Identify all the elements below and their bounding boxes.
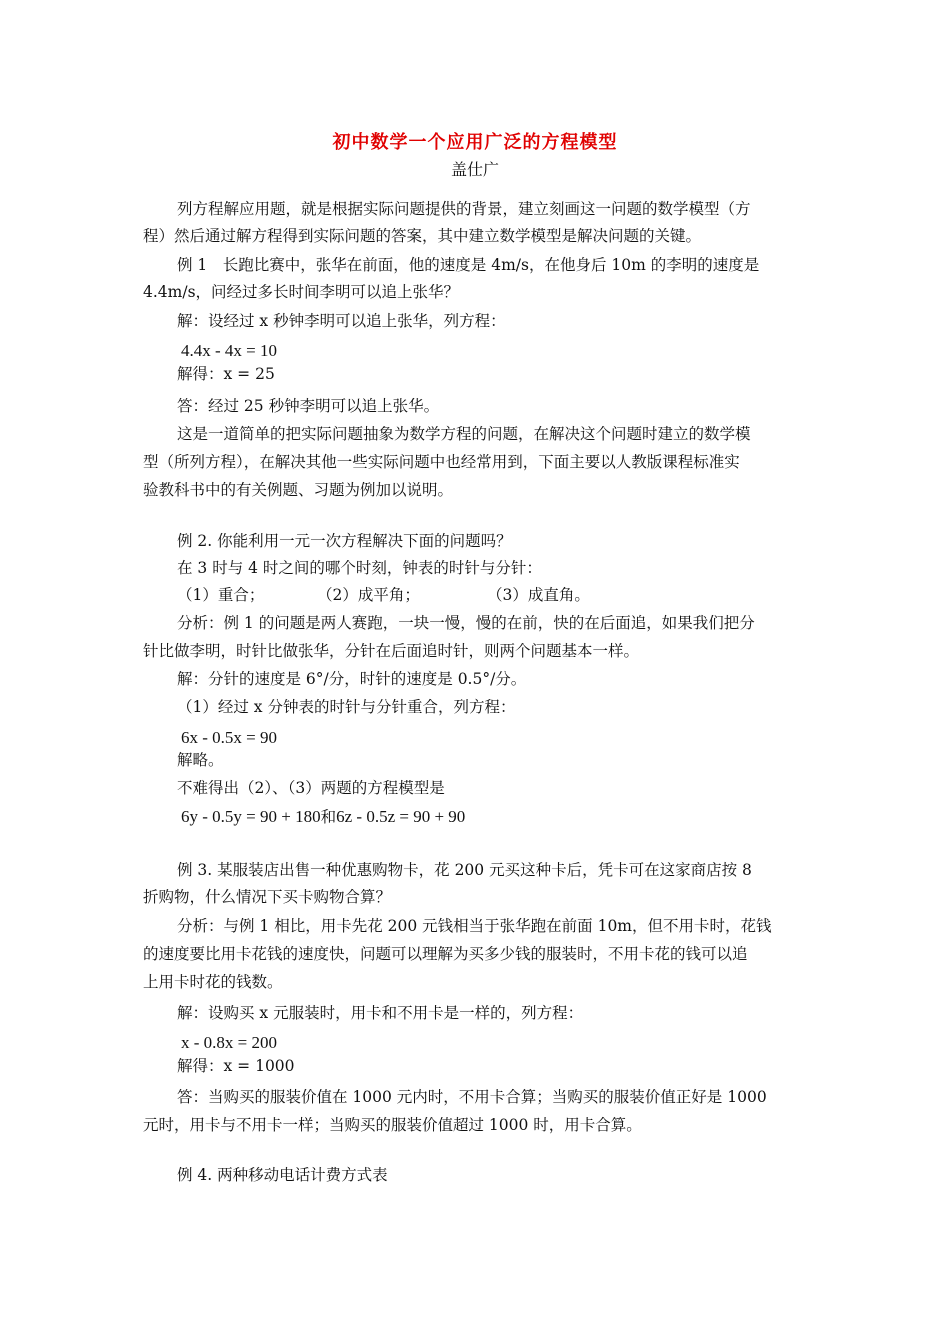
example-1-result: 解得：x = 25: [177, 365, 275, 383]
comment-line-2: 型（所列方程），在解决其他一些实际问题中也经常用到，下面主要以人教版课程标准实: [143, 453, 740, 471]
comment-line-1: 这是一道简单的把实际问题抽象为数学方程的问题，在解决这个问题时建立的数学模: [177, 425, 751, 443]
example-1-answer: 答：经过 25 秒钟李明可以追上张华。: [177, 397, 440, 415]
comment-line-3: 验教科书中的有关例题、习题为例加以说明。: [143, 481, 454, 499]
example-2-speed: 解：分针的速度是 6°/分，时针的速度是 0.5°/分。: [177, 670, 527, 688]
example-4-line-1: 例 4. 两种移动电话计费方式表: [177, 1166, 388, 1184]
example-2-equations-2-3: [181, 805, 465, 827]
intro-line-2: 程）然后通过解方程得到实际问题的答案，其中建立数学模型是解决问题的关键。: [143, 227, 702, 245]
example-2-equation-2: 6y - 0.5y = 90 + 180: [181, 807, 321, 826]
option-1: （1）重合；: [177, 586, 265, 604]
author: 盖仕广: [450, 160, 499, 179]
example-2-case-1: （1）经过 x 分钟表的时针与分针重合，列方程：: [177, 698, 516, 716]
example-3-line-2: 折购物，什么情况下买卡购物合算？: [143, 888, 392, 906]
example-2-line-2: 在 3 时与 4 时之间的哪个时刻，钟表的时针与分针：: [177, 559, 542, 577]
page-title: 初中数学一个应用广泛的方程模型: [332, 132, 618, 153]
example-3-result: 解得：x = 1000: [177, 1057, 295, 1075]
example-2-equation-1: 6x - 0.5x = 90: [181, 728, 277, 747]
example-3-line-1: 例 3. 某服装店出售一种优惠购物卡，花 200 元买这种卡后，凭卡可在这家商店按 8: [177, 861, 752, 879]
example-1-solve: 解：设经过 x 秒钟李明可以追上张华，列方程：: [177, 312, 506, 330]
option-3: （3）成直角。: [487, 586, 590, 604]
example-2-options: [177, 584, 847, 606]
example-1-line-1: 例 1 长跑比赛中，张华在前面，他的速度是 4m/s，在他身后 10m 的李明的速度是: [177, 256, 760, 274]
example-2-line-1: 例 2. 你能利用一元一次方程解决下面的问题吗？: [177, 532, 512, 550]
example-2-others: 不难得出（2）、（3）两题的方程模型是: [177, 779, 445, 797]
example-1-line-2: 4.4m/s，问经过多长时间李明可以追上张华？: [143, 283, 460, 301]
example-3-analysis-1: 分析：与例 1 相比，用卡先花 200 元钱相当于张华跑在前面 10m，但不用卡时，花钱: [177, 917, 772, 935]
example-2-equation-3: 6z - 0.5z = 90 + 90: [336, 807, 466, 826]
example-3-analysis-3: 上用卡时花的钱数。: [143, 973, 283, 991]
example-2-omit: 解略。: [177, 751, 224, 769]
example-3-analysis-2: 的速度要比用卡花钱的速度快，问题可以理解为买多少钱的服装时，不用卡花的钱可以追: [143, 945, 748, 963]
example-2-analysis-2: 针比做李明，时针比做张华，分针在后面追时针，则两个问题基本一样。: [143, 642, 640, 660]
example-3-answer-1: 答：当购买的服装价值在 1000 元内时，不用卡合算；当购买的服装价值正好是 1000: [177, 1088, 767, 1106]
intro-line-1: 列方程解应用题，就是根据实际问题提供的背景，建立刻画这一问题的数学模型（方: [177, 200, 751, 218]
example-3-solve: 解：设购买 x 元服装时，用卡和不用卡是一样的，列方程：: [177, 1004, 584, 1022]
example-3-answer-2: 元时，用卡与不用卡一样；当购买的服装价值超过 1000 时，用卡合算。: [143, 1116, 642, 1134]
option-2: （2）成平角；: [317, 586, 420, 604]
and-word: 和: [320, 808, 337, 826]
example-1-equation: 4.4x - 4x = 10: [181, 341, 277, 360]
example-2-analysis-1: 分析：例 1 的问题是两人赛跑，一块一慢，慢的在前，快的在后面追，如果我们把分: [177, 614, 755, 632]
example-3-equation: x - 0.8x = 200: [181, 1033, 277, 1052]
